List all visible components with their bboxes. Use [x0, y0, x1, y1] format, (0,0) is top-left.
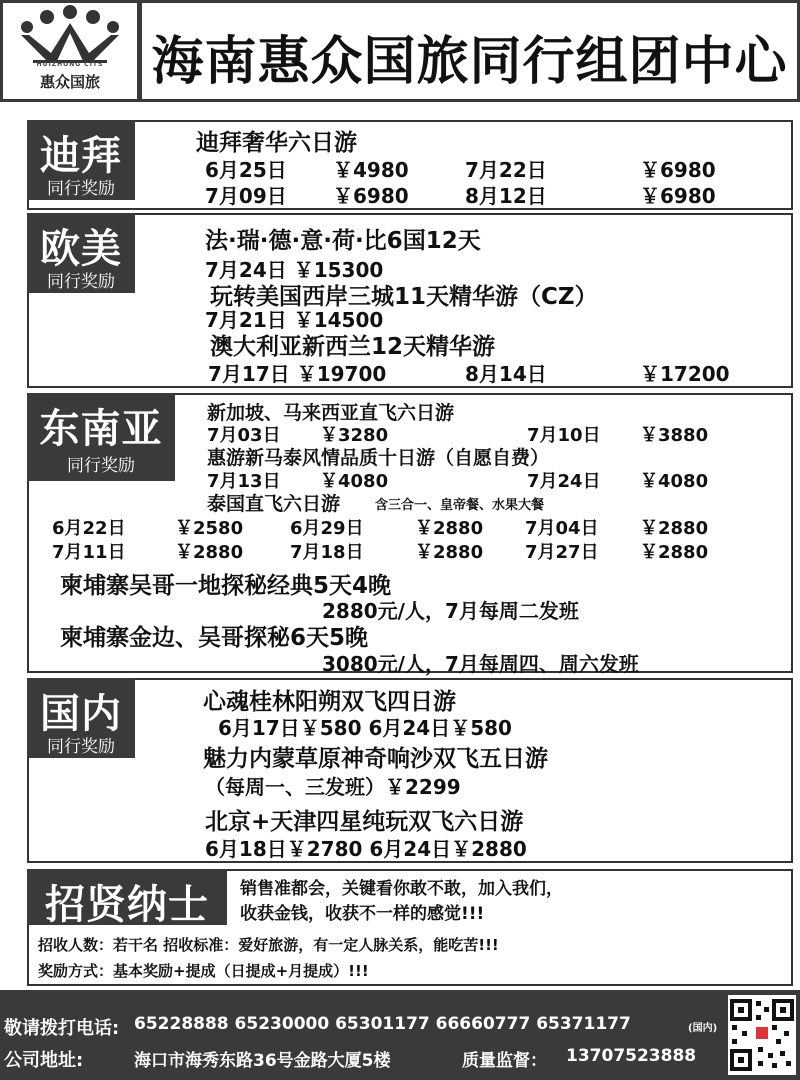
dubai-tour-title: 迪拜奢华六日游 — [196, 130, 357, 156]
thai-row-2-price-3: ￥2880 — [640, 542, 709, 563]
dubai-row-2-date1: 7月09日 — [205, 184, 287, 208]
sea-tour-1-date-1: 7月03日 — [207, 425, 281, 446]
europe-tour-2-title: 玩转美国西岸三城11天精华游（CZ） — [210, 284, 598, 310]
title-box — [142, 3, 797, 99]
thai-row-1-price-3: ￥2880 — [640, 518, 709, 539]
europe-tour-3-date-2: 8月14日 — [465, 362, 547, 386]
sea-tour-2-price-1: ￥4080 — [320, 471, 389, 492]
logo-text: 惠众国旅 — [39, 73, 100, 91]
thai-row-2-date-1: 7月11日 — [52, 542, 126, 563]
page-title: 海南惠众国旅同行组团中心 — [151, 32, 788, 92]
sea-tour-3-note: 含三合一、皇帝餐、水果大餐 — [375, 498, 545, 513]
sea-tour-1-date-2: 7月10日 — [527, 425, 601, 446]
logo — [3, 3, 137, 99]
sea-tour-2-title: 惠游新马泰风情品质十日游（自愿自费） — [207, 447, 550, 469]
phone-note: (国内) — [688, 1023, 718, 1034]
sea-tour-5-info: 3080元/人，7月每周四、周六发班 — [322, 652, 639, 676]
thai-row-1-date-2: 6月29日 — [290, 518, 364, 539]
page-header — [0, 0, 800, 102]
thai-row-1-price-1: ￥2580 — [175, 518, 244, 539]
address-label: 公司地址: — [4, 1050, 84, 1071]
sea-tour-1-price-1: ￥3280 — [320, 425, 389, 446]
supervise-phone: 13707523888 — [566, 1046, 697, 1066]
qr-code — [728, 995, 796, 1075]
domestic-tour-1-dates: 6月17日￥580 6月24日￥580 — [218, 716, 512, 740]
europe-tour-3-date-1: 7月17日 ￥19700 — [208, 362, 387, 386]
address: 海口市海秀东路36号金路大厦5楼 — [134, 1051, 391, 1071]
qr-code-icon — [728, 995, 796, 1075]
thai-row-1-price-2: ￥2880 — [415, 518, 484, 539]
tag-dubai-sub: 同行奖励 — [47, 179, 115, 199]
supervise-label: 质量监督： — [462, 1051, 547, 1071]
dubai-row-1-date1: 6月25日 — [205, 158, 287, 182]
phone-numbers: 65228888 65230000 65301177 66660777 65371177 — [134, 1014, 631, 1034]
europe-tour-1-date: 7月24日 ￥15300 — [205, 258, 384, 282]
tag-sea-title: 东南亚 — [39, 406, 163, 452]
domestic-tour-1-title: 心魂桂林阳朔双飞四日游 — [203, 689, 456, 715]
tag-recruit — [27, 869, 227, 928]
tag-dubai — [27, 120, 135, 200]
europe-tour-2-date: 7月21日 ￥14500 — [205, 308, 384, 332]
tag-dubai-title: 迪拜 — [40, 133, 122, 179]
sea-tour-1-title: 新加坡、马来西亚直飞六日游 — [207, 402, 455, 424]
tag-europe — [27, 213, 135, 293]
dubai-row-2-date2: 8月12日 — [465, 184, 547, 208]
sea-tour-2-date-2: 7月24日 — [527, 471, 601, 492]
sea-tour-3-title: 泰国直飞六日游 — [207, 493, 341, 515]
recruit-line-1: 销售准都会，关键看你敢不敢，加入我们， — [240, 879, 563, 899]
tag-domestic-title: 国内 — [40, 691, 122, 737]
tag-domestic — [27, 678, 135, 758]
europe-tour-3-price-2: ￥17200 — [640, 362, 730, 386]
thai-row-1-date-3: 7月04日 — [525, 518, 599, 539]
recruit-line-2: 收获金钱，收获不一样的感觉!!! — [240, 904, 485, 924]
tag-domestic-sub: 同行奖励 — [47, 737, 115, 757]
dubai-row-1-price1: ￥4980 — [333, 158, 409, 182]
thai-row-2-date-2: 7月18日 — [290, 542, 364, 563]
domestic-tour-3-dates: 6月18日￥2780 6月24日￥2880 — [205, 837, 527, 861]
europe-tour-1-title: 法·瑞·德·意·荷·比6国12天 — [205, 228, 481, 254]
europe-tour-3-title: 澳大利亚新西兰12天精华游 — [210, 334, 496, 360]
thai-row-2-date-3: 7月27日 — [525, 542, 599, 563]
sea-tour-2-date-1: 7月13日 — [207, 471, 281, 492]
thai-row-1-date-1: 6月22日 — [52, 518, 126, 539]
tag-europe-sub: 同行奖励 — [47, 272, 115, 292]
dubai-row-1-price2: ￥6980 — [640, 158, 716, 182]
sea-tour-4-info: 2880元/人，7月每周二发班 — [322, 599, 579, 623]
tag-europe-title: 欧美 — [40, 226, 122, 272]
logo-subtitle: HUIZHONG CITS — [36, 61, 104, 68]
sea-tour-1-price-2: ￥3880 — [640, 425, 709, 446]
dubai-row-2-price1: ￥6980 — [333, 184, 409, 208]
page-footer — [0, 990, 800, 1080]
recruit-line-4: 奖励方式：基本奖励+提成（日提成+月提成）!!! — [38, 962, 369, 980]
crowd-logo-icon — [3, 5, 137, 65]
tag-southeast-asia — [27, 393, 175, 481]
sea-tour-4-title: 柬埔寨吴哥一地探秘经典5天4晚 — [60, 573, 392, 599]
recruit-line-3: 招收人数：若干名 招收标准：爱好旅游，有一定人脉关系，能吃苦!!! — [38, 936, 499, 954]
sea-tour-2-price-2: ￥4080 — [640, 471, 709, 492]
thai-row-2-price-1: ￥2880 — [175, 542, 244, 563]
tag-sea-sub: 同行奖励 — [67, 456, 135, 476]
tag-recruit-title: 招贤纳士 — [45, 882, 209, 928]
phone-label: 敬请拨打电话: — [4, 1018, 120, 1039]
domestic-tour-3-title: 北京+天津四星纯玩双飞六日游 — [205, 809, 524, 835]
sea-tour-5-title: 柬埔寨金边、吴哥探秘6天5晚 — [60, 625, 369, 651]
dubai-row-2-price2: ￥6980 — [640, 184, 716, 208]
domestic-tour-2-title: 魅力内蒙草原神奇响沙双飞五日游 — [203, 746, 548, 772]
domestic-tour-2-info: （每周一、三发班）￥2299 — [205, 775, 461, 799]
thai-row-2-price-2: ￥2880 — [415, 542, 484, 563]
dubai-row-1-date2: 7月22日 — [465, 158, 547, 182]
